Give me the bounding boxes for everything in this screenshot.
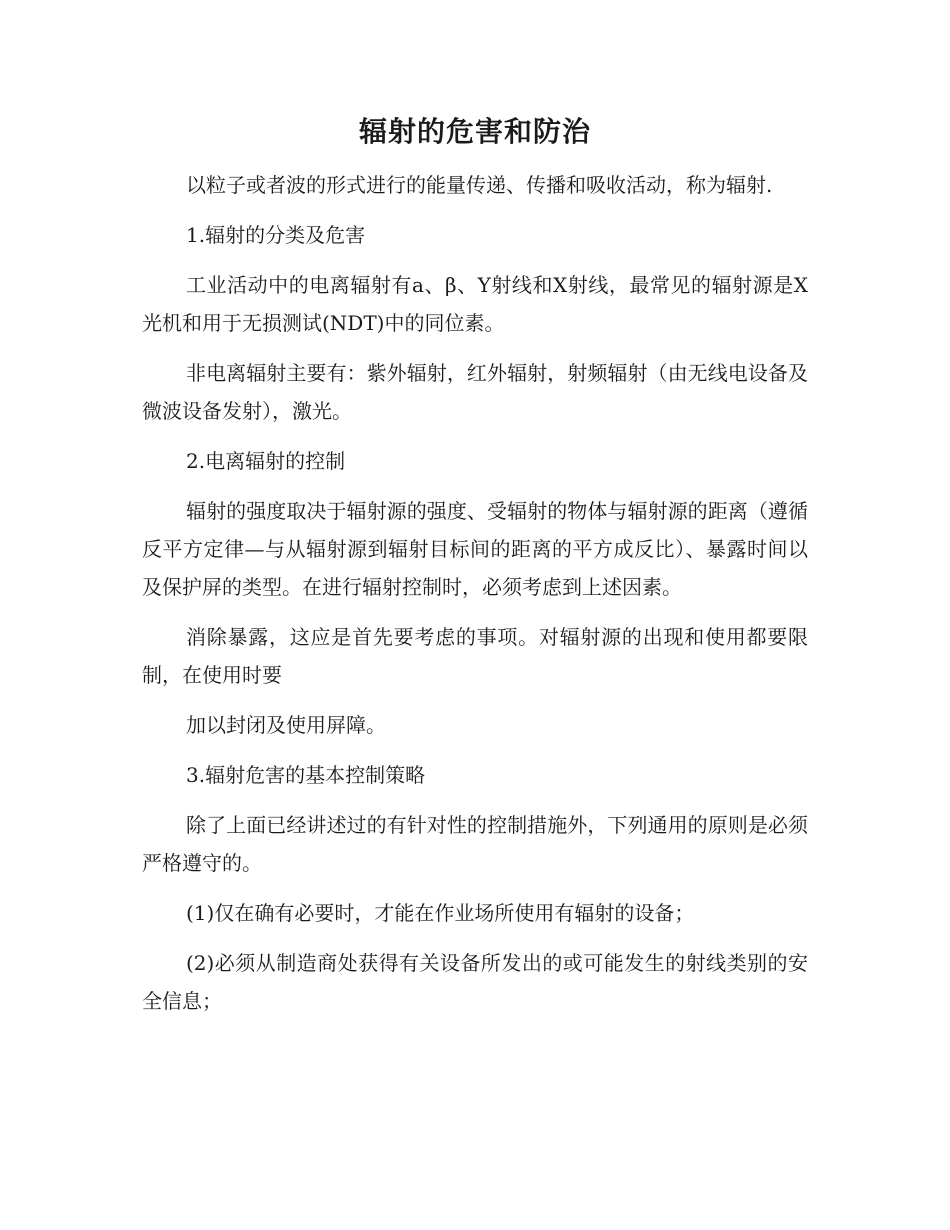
paragraph-ionizing-radiation: 工业活动中的电离辐射有a、β、Y射线和X射线，最常见的辐射源是X光机和用于无损测试(NDT)中的同位素。 (142, 273, 808, 335)
paragraph-radiation-intensity: 辐射的强度取决于辐射源的强度、受辐射的物体与辐射源的距离（遵循反平方定律—与从辐射源到辐射目标间的距离的平方成反比）、暴露时间以及保护屏的类型。在进行辐射控制时，必须考虑到上述因素。 (142, 499, 808, 599)
paragraph-eliminate-exposure: 消除暴露，这应是首先要考虑的事项。对辐射源的出现和使用都要限制，在使用时要 (142, 625, 808, 687)
document-title: 辐射的危害和防治 (358, 115, 591, 148)
paragraph-general-principles: 除了上面已经讲述过的有针对性的控制措施外，下列通用的原则是必须严格遵守的。 (142, 813, 808, 875)
paragraph-non-ionizing-radiation: 非电离辐射主要有：紫外辐射，红外辐射，射频辐射（由无线电设备及微波设备发射），激光。 (142, 361, 808, 423)
section-heading-1: 1.辐射的分类及危害 (186, 223, 366, 247)
list-item-2: (2)必须从制造商处获得有关设备所发出的或可能发生的射线类别的安全信息； (142, 951, 808, 1013)
section-heading-3: 3.辐射危害的基本控制策略 (186, 763, 426, 787)
section-heading-2: 2.电离辐射的控制 (186, 449, 346, 473)
list-item-1: (1)仅在确有必要时，才能在作业场所使用有辐射的设备； (186, 901, 695, 925)
paragraph-intro: 以粒子或者波的形式进行的能量传递、传播和吸收活动，称为辐射. (186, 173, 773, 197)
paragraph-shielding: 加以封闭及使用屏障。 (186, 713, 386, 737)
document-body (142, 166, 808, 1032)
